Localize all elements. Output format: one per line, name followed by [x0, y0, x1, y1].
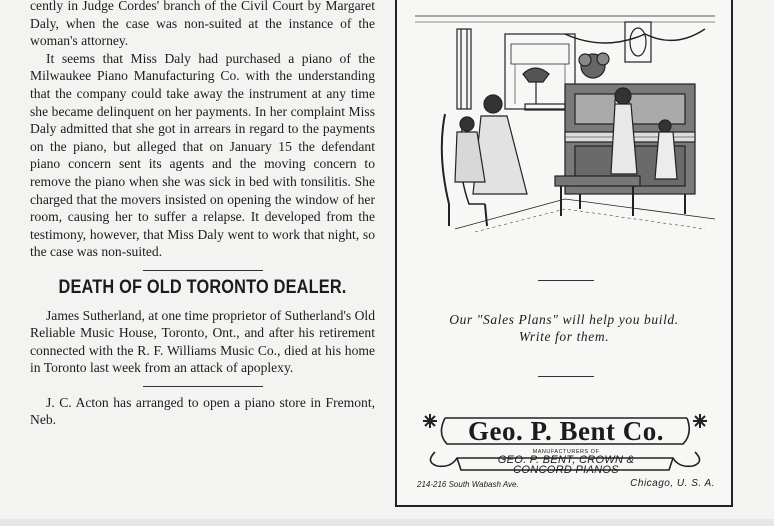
company-logo [421, 414, 711, 474]
ad-divider-bottom [538, 376, 594, 377]
news-headline: DEATH OF OLD TORONTO DEALER. [58, 276, 347, 298]
news-brief-paragraph: J. C. Acton has arranged to open a piano store in Fremont, Neb. [30, 394, 375, 428]
logo-company-name: Geo. P. Bent Co. [468, 416, 664, 446]
ad-city: Chicago, U. S. A. [630, 478, 715, 489]
ad-street-address: 214-216 South Wabash Ave. [417, 480, 519, 489]
section-divider [143, 270, 263, 271]
ad-divider-top [538, 280, 594, 281]
piano-showroom-illustration [415, 4, 715, 239]
article-continued-paragraph: cently in Judge Cordes' branch of the Civil Court by Margaret Daly, when the case was non-suited at the instance of the woman's attorney. [30, 0, 375, 49]
section-divider-2 [143, 386, 263, 387]
left-column [30, 0, 375, 429]
ad-tagline-line-2: Write for them. [518, 329, 610, 344]
page-bottom-edge [0, 519, 774, 526]
article-main-paragraph: It seems that Miss Daly had purchased a piano of the Milwaukee Piano Manufacturing Co. with the understanding that the company could take away the instrument at any time she became delinquent on her payments. In her complaint Miss Daly admitted that she got in arrears in regard to the payments on the piano, but alleged that on January 15 the defendant piano concern sent its agents and the moving concern to remove the piano when she was sick in bed with tonsilitis. She charged that the movers insisted on opening the window of her room, causing her to suffer a relapse. It developed from the testimony, however, that Miss Daly went to work that night, so the case was non-suited. [30, 50, 375, 260]
logo-manufacturers-label: MANUFACTURERS OF [532, 449, 600, 455]
logo-brands-line-1: GEO. P. BENT, CROWN & [497, 454, 635, 466]
news-body-paragraph: James Sutherland, at one time proprietor of Sutherland's Old Reliable Music House, Toronto, Ont., and after his retirement connected with the R. F. Williams Music Co., died at his home in Toronto last week from an attack of apoplexy. [30, 307, 376, 376]
advertisement-panel [395, 0, 733, 507]
logo-brands-line-2: CONCORD PIANOS [513, 464, 619, 476]
ad-tagline-line-1: Our "Sales Plans" will help you build. [449, 312, 679, 327]
